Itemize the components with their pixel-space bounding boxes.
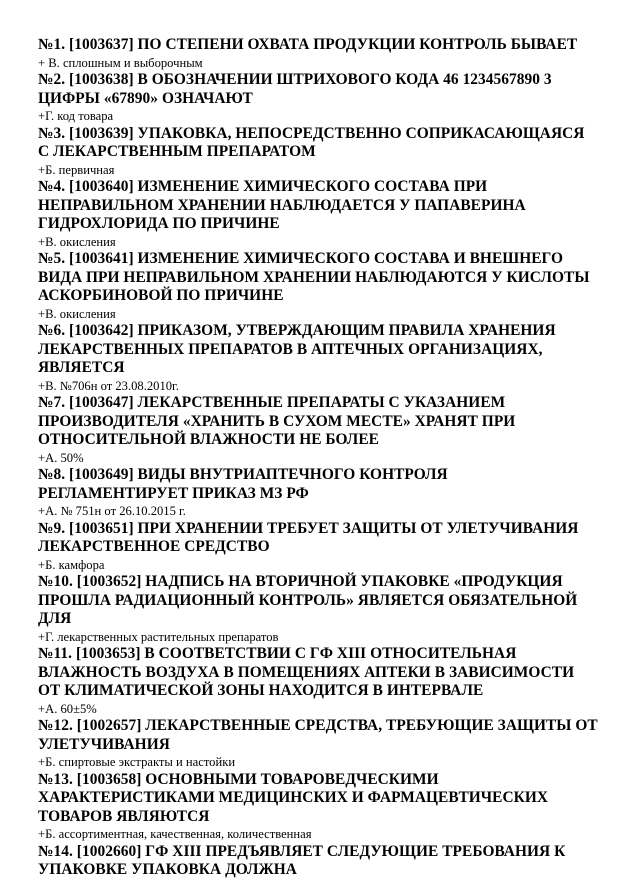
answer-text: +Б. первичная: [38, 162, 115, 177]
question-item: [38, 645, 598, 717]
question-list: [38, 36, 598, 880]
question-text: №6. [1003642] ПРИКАЗОМ, УТВЕРЖДАЮЩИМ ПРАВИЛА ХРАНЕНИЯ ЛЕКАРСТВЕННЫХ ПРЕПАРАТОВ В АПТЕЧНЫХ ОРГАНИЗАЦИЯХ, ЯВЛЯЕТСЯ: [38, 322, 556, 376]
question-text: №13. [1003658] ОСНОВНЫМИ ТОВАРОВЕДЧЕСКИМИ ХАРАКТЕРИСТИКАМИ МЕДИЦИНСКИХ И ФАРМАЦЕВТИЧЕСКИХ ТОВАРОВ ЯВЛЯЮТСЯ: [38, 770, 549, 825]
question-item: [38, 520, 598, 574]
question-text: №10. [1003652] НАДПИСЬ НА ВТОРИЧНОЙ УПАКОВКЕ «ПРОДУКЦИЯ ПРОШЛА РАДИАЦИОННЫЙ КОНТРОЛЬ» ЯВЛЯЕТСЯ ОБЯЗАТЕЛЬНОЙ ДЛЯ: [38, 573, 578, 627]
answer-text: +Г. лекарственных растительных препаратов: [38, 629, 279, 644]
question-item: [38, 36, 598, 71]
question-text: №5. [1003641] ИЗМЕНЕНИЕ ХИМИЧЕСКОГО СОСТАВА И ВНЕШНЕГО ВИДА ПРИ НЕПРАВИЛЬНОМ ХРАНЕНИИ НАБЛЮДАЮТСЯ У КИСЛОТЫ АСКОРБИНОВОЙ ПО ПРИЧИНЕ: [38, 250, 590, 304]
question-text: №2. [1003638] В ОБОЗНАЧЕНИИ ШТРИХОВОГО КОДА 46 1234567890 3 ЦИФРЫ «67890» ОЗНАЧАЮТ: [38, 71, 552, 107]
question-item: [38, 250, 598, 322]
question-text: №1. [1003637] ПО СТЕПЕНИ ОХВАТА ПРОДУКЦИИ КОНТРОЛЬ БЫВАЕТ: [38, 36, 578, 53]
answer-text: +Б. ассортиментная, качественная, количественная: [38, 827, 312, 841]
answer-text: +В. №706н от 23.08.2010г.: [38, 378, 179, 393]
question-item: [38, 71, 598, 125]
answer-text: +В. окисления: [38, 306, 116, 321]
answer-text: +А. № 751н от 26.10.2015 г.: [38, 504, 186, 518]
question-text: №7. [1003647] ЛЕКАРСТВЕННЫЕ ПРЕПАРАТЫ С УКАЗАНИЕМ ПРОИЗВОДИТЕЛЯ «ХРАНИТЬ В СУХОМ МЕСТЕ» ХРАНЯТ ПРИ ОТНОСИТЕЛЬНОЙ ВЛАЖНОСТИ НЕ БОЛЕЕ: [38, 394, 516, 448]
answer-text: +Г. код товара: [38, 109, 114, 123]
question-item: [38, 771, 598, 843]
question-item: [38, 573, 598, 645]
answer-text: +А. 50%: [38, 450, 84, 465]
question-item: [38, 125, 598, 179]
answer-text: +Б. спиртовые экстракты и настойки: [38, 755, 236, 769]
question-item: [38, 843, 598, 880]
question-text: №8. [1003649] ВИДЫ ВНУТРИАПТЕЧНОГО КОНТРОЛЯ РЕГЛАМЕНТИРУЕТ ПРИКАЗ МЗ РФ: [38, 466, 448, 502]
question-text: №4. [1003640] ИЗМЕНЕНИЕ ХИМИЧЕСКОГО СОСТАВА ПРИ НЕПРАВИЛЬНОМ ХРАНЕНИИ НАБЛЮДАЕТСЯ У ПАПАВЕРИНА ГИДРОХЛОРИДА ПО ПРИЧИНЕ: [38, 178, 526, 232]
question-item: [38, 322, 598, 394]
question-item: [38, 466, 598, 520]
answer-text: +В. окисления: [38, 234, 116, 249]
question-text: №9. [1003651] ПРИ ХРАНЕНИИ ТРЕБУЕТ ЗАЩИТЫ ОТ УЛЕТУЧИВАНИЯ ЛЕКАРСТВЕННОЕ СРЕДСТВО: [38, 519, 579, 555]
answer-text: +Б. камфора: [38, 557, 105, 572]
question-item: [38, 717, 598, 771]
answer-text: + В. сплошным и выборочным: [38, 55, 203, 70]
answer-text: +А. 60±5%: [38, 701, 97, 716]
question-item: [38, 394, 598, 466]
question-text: №14. [1002660] ГФ XIII ПРЕДЪЯВЛЯЕТ СЛЕДУЮЩИЕ ТРЕБОВАНИЯ К УПАКОВКЕ УПАКОВКА ДОЛЖНА: [38, 842, 566, 878]
question-item: [38, 178, 598, 250]
question-text: №3. [1003639] УПАКОВКА, НЕПОСРЕДСТВЕННО СОПРИКАСАЮЩАЯСЯ С ЛЕКАРСТВЕННЫМ ПРЕПАРАТОМ: [38, 124, 585, 160]
question-text: №12. [1002657] ЛЕКАРСТВЕННЫЕ СРЕДСТВА, ТРЕБУЮЩИЕ ЗАЩИТЫ ОТ УЛЕТУЧИВАНИЯ: [38, 717, 598, 753]
question-text: №11. [1003653] В СООТВЕТСТВИИ С ГФ XIII ОТНОСИТЕЛЬНАЯ ВЛАЖНОСТЬ ВОЗДУХА В ПОМЕЩЕНИЯХ АПТЕКИ В ЗАВИСИМОСТИ ОТ КЛИМАТИЧЕСКОЙ ЗОНЫ НАХОДИТСЯ В ИНТЕРВАЛЕ: [38, 645, 575, 699]
